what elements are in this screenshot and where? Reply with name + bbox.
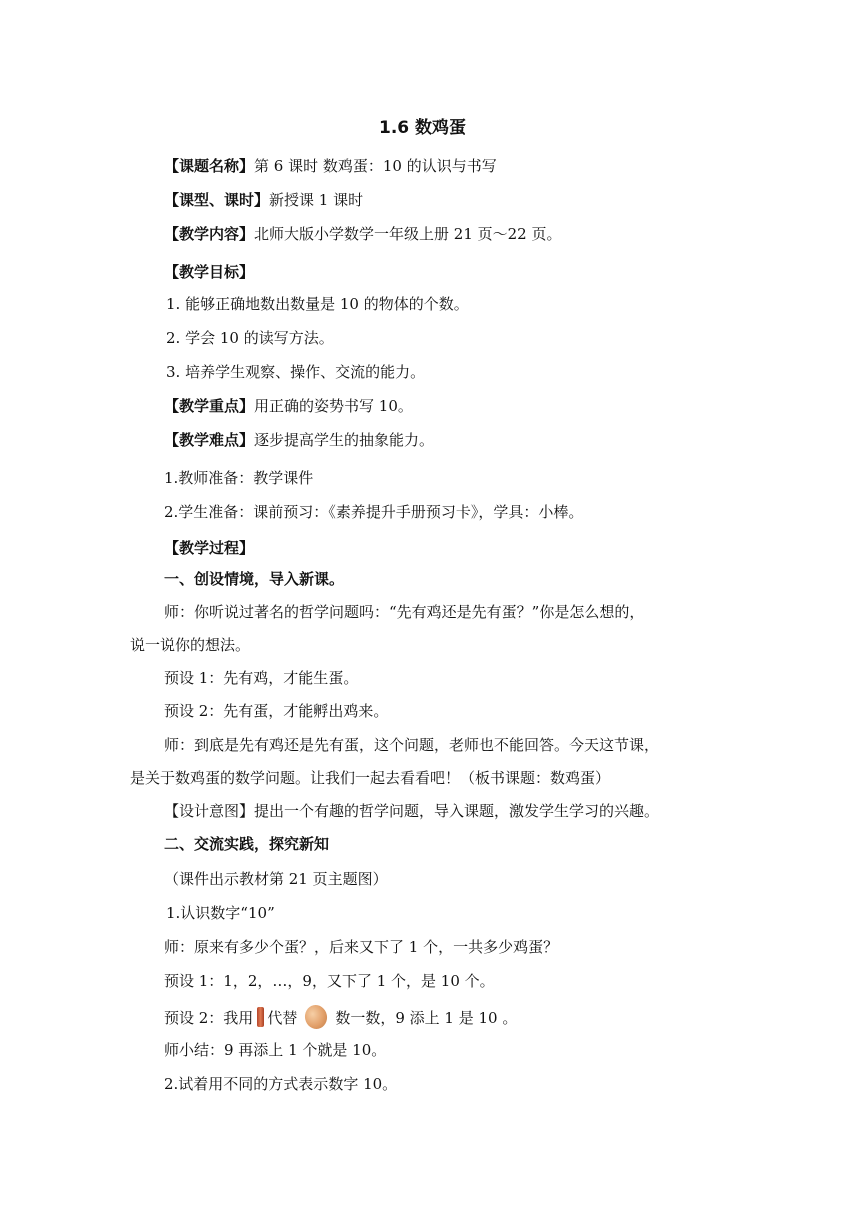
difficulty-line — [164, 430, 434, 450]
section-2-heading: 二、交流实践，探究新知 — [164, 835, 330, 853]
section-1-para-2: 预设 1：先有鸡，才能生蛋。 — [164, 669, 359, 687]
section-2-para-3: 师：原来有多少个蛋？，后来又下了 1 个，一共多少鸡蛋？ — [164, 938, 559, 956]
lesson-name-line — [164, 156, 497, 176]
preset-2-part-2: 代替 — [267, 1009, 298, 1027]
goals-heading: 【教学目标】 — [164, 263, 255, 281]
lesson-type-value: 新授课 1 课时 — [269, 191, 364, 209]
lesson-name-value: 第 6 课时 数鸡蛋：10 的认识与书写 — [254, 157, 497, 175]
lesson-content-line — [164, 224, 562, 244]
section-2-para-4: 预设 1：1，2，…，9，又下了 1 个，是 10 个。 — [164, 972, 495, 990]
lesson-type-tag: 【课型、课时】 — [164, 191, 270, 209]
lesson-content-tag: 【教学内容】 — [164, 225, 255, 243]
key-point-line — [164, 396, 413, 416]
goal-item-3: 3. 培养学生观察、操作、交流的能力。 — [166, 363, 426, 381]
page-title: 1.6 数鸡蛋 — [379, 118, 467, 138]
key-point-value: 用正确的姿势书写 10。 — [254, 397, 413, 415]
section-1-para-1a: 师：你听说过著名的哲学问题吗：“先有鸡还是先有蛋？”你是怎么想的， — [164, 603, 645, 621]
section-1-para-4a: 师：到底是先有鸡还是先有蛋，这个问题，老师也不能回答。今天这节课， — [164, 736, 660, 754]
section-2-para-7: 2.试着用不同的方式表示数字 10。 — [164, 1075, 398, 1093]
section-2-para-2: 1.认识数字“10” — [166, 904, 275, 922]
section-2-para-5 — [164, 1005, 517, 1029]
process-heading: 【教学过程】 — [164, 539, 255, 557]
section-2-para-1: （课件出示教材第 21 页主题图） — [164, 870, 388, 888]
section-1-para-3: 预设 2：先有蛋，才能孵出鸡来。 — [164, 702, 389, 720]
lesson-content-value: 北师大版小学数学一年级上册 21 页～22 页。 — [254, 225, 562, 243]
design-intent: 【设计意图】提出一个有趣的哲学问题，导入课题，激发学生学习的兴趣。 — [164, 802, 660, 820]
key-point-tag: 【教学重点】 — [164, 397, 255, 415]
egg-icon — [303, 1003, 330, 1031]
preset-2-part-1: 预设 2：我用 — [164, 1009, 254, 1027]
section-1-heading: 一、创设情境，导入新课。 — [164, 570, 345, 588]
goal-item-2: 2. 学会 10 的读写方法。 — [166, 329, 334, 347]
preset-2-part-3: 数一数，9 添上 1 是 10 。 — [335, 1009, 518, 1027]
section-1-para-1b: 说一说你的想法。 — [130, 636, 251, 654]
section-1-para-4b: 是关于数鸡蛋的数学问题。让我们一起去看看吧！（板书课题：数鸡蛋） — [130, 769, 611, 787]
lesson-name-tag: 【课题名称】 — [164, 157, 255, 175]
goal-item-1: 1. 能够正确地数出数量是 10 的物体的个数。 — [166, 295, 469, 313]
section-2-para-6: 师小结：9 再添上 1 个就是 10。 — [164, 1041, 387, 1059]
lesson-type-line — [164, 190, 363, 210]
difficulty-tag: 【教学难点】 — [164, 431, 255, 449]
stick-icon — [257, 1007, 264, 1027]
prep-student: 2.学生准备：课前预习：《素养提升手册预习卡》，学具：小棒。 — [164, 503, 584, 521]
difficulty-value: 逐步提高学生的抽象能力。 — [254, 431, 435, 449]
prep-teacher: 1.教师准备：教学课件 — [164, 469, 314, 487]
